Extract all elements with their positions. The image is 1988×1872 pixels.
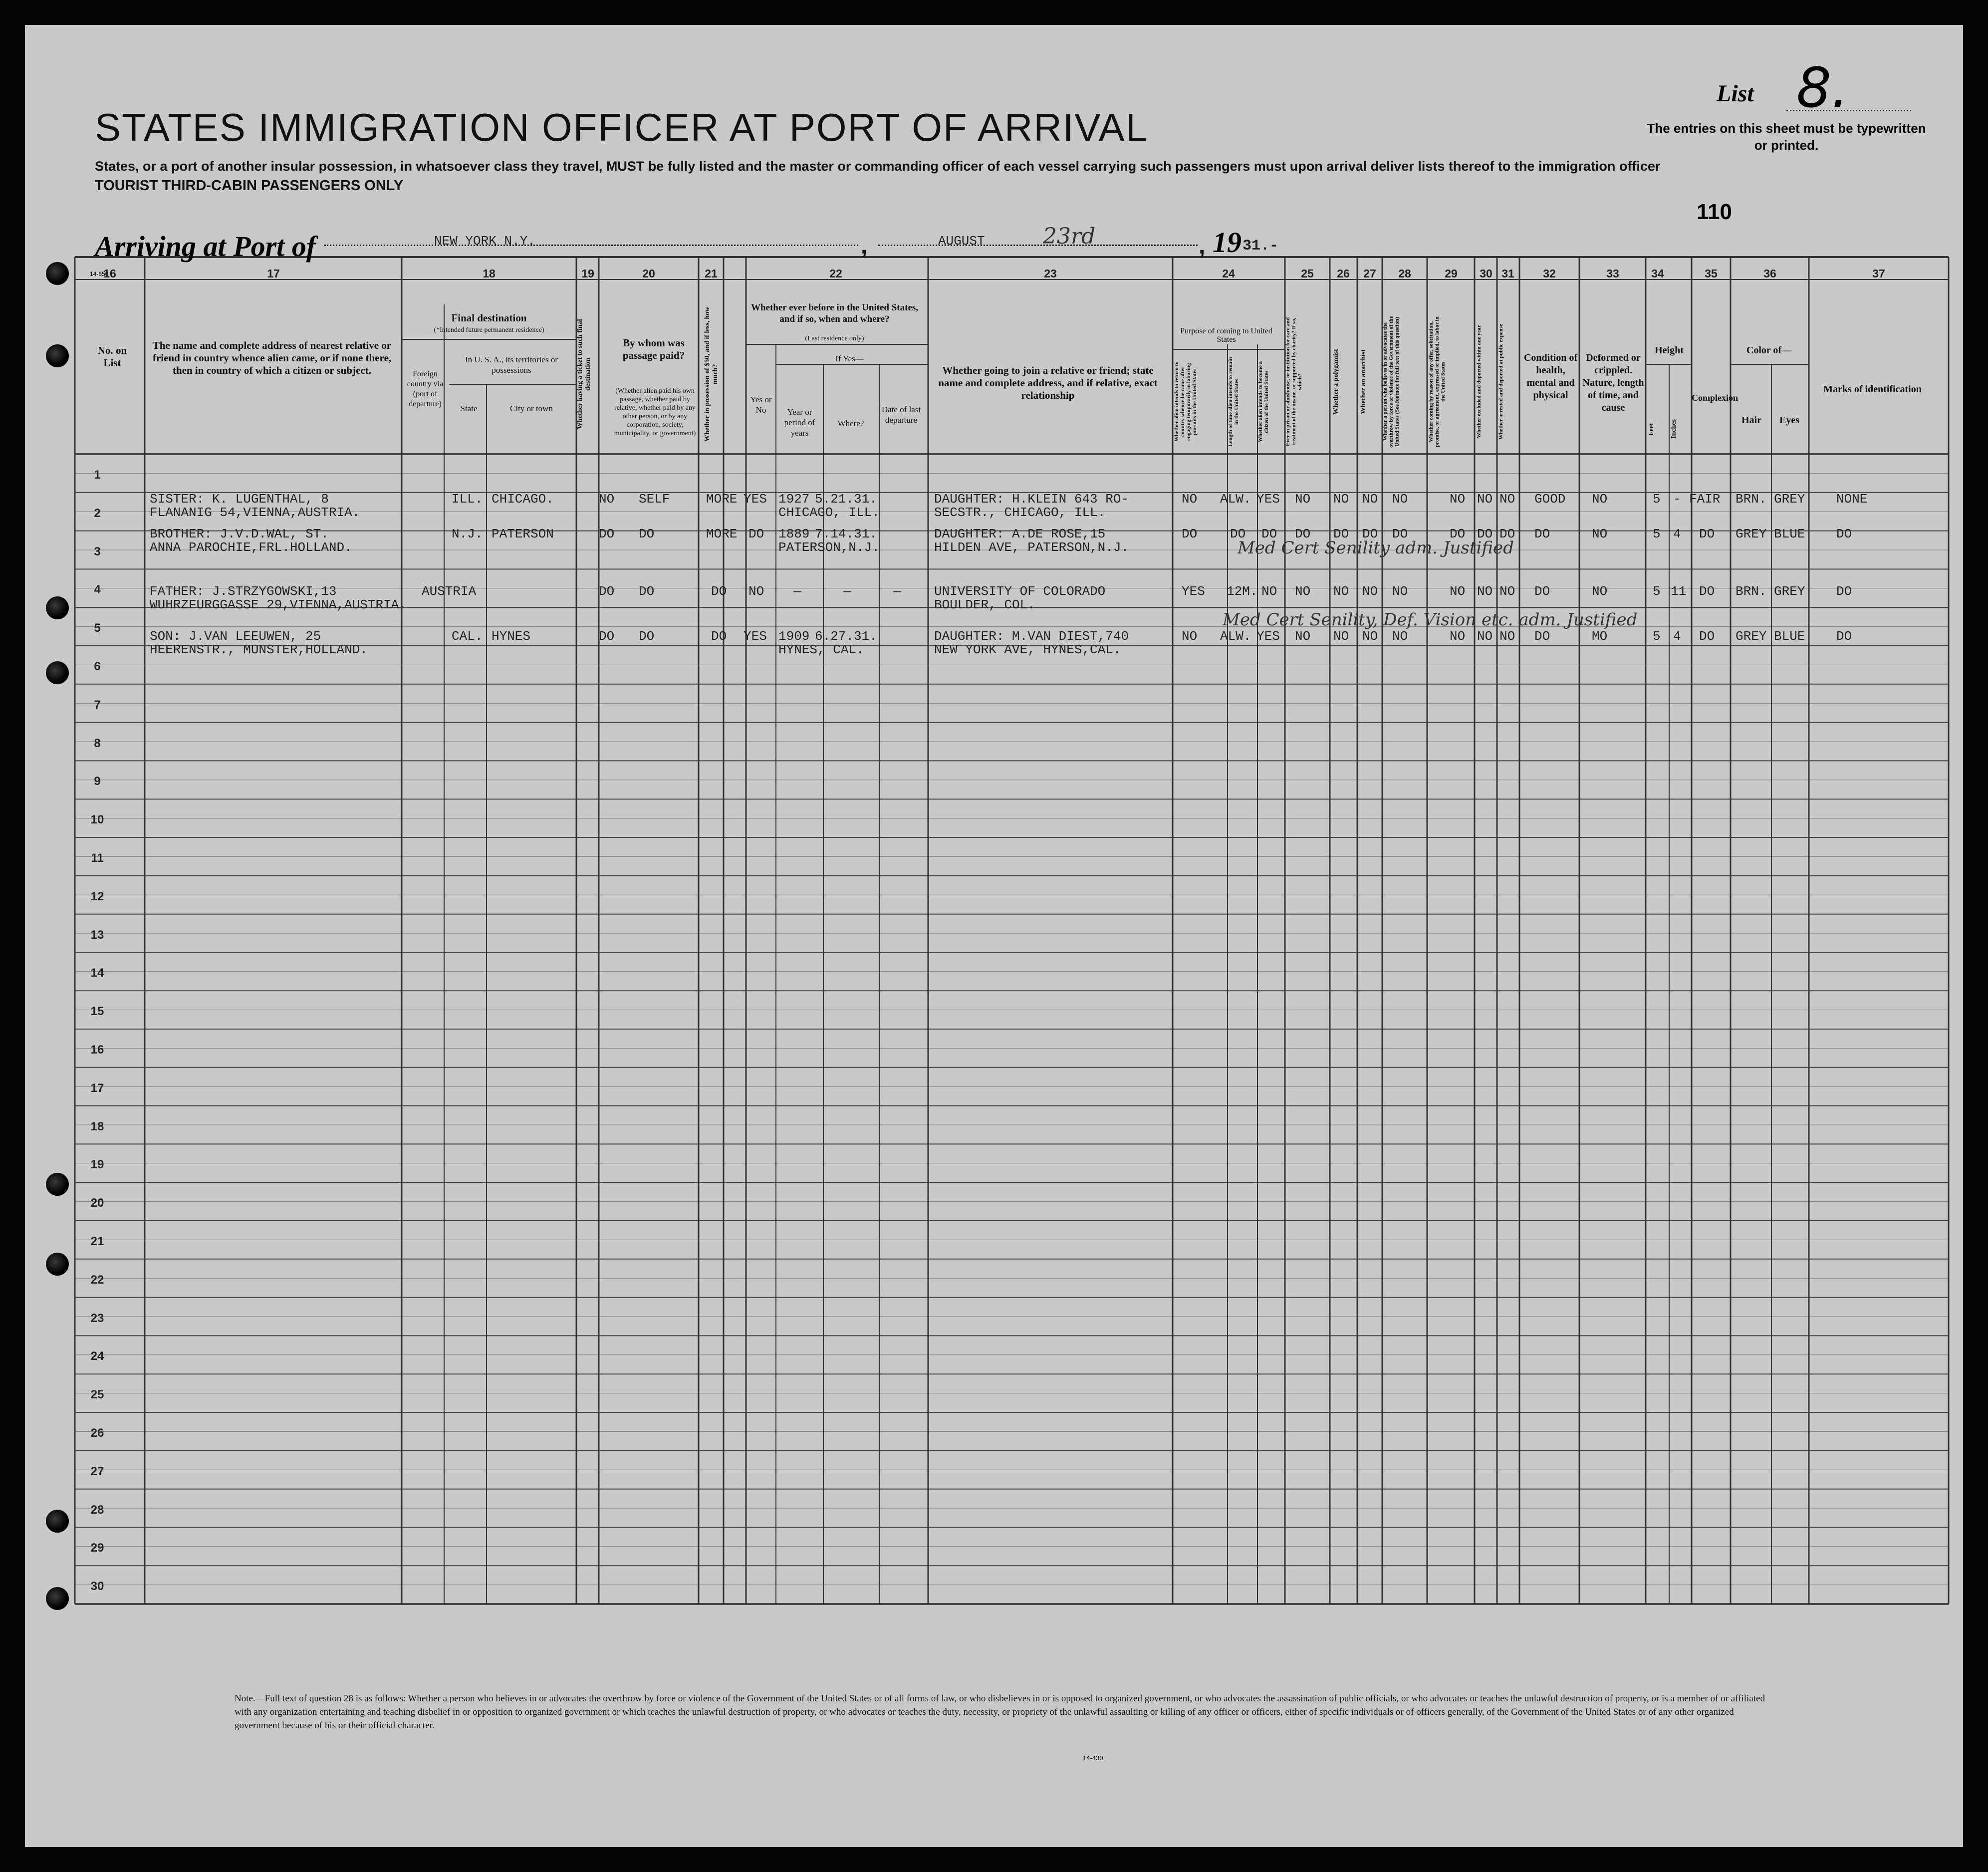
entry-3-deformed: NO: [1592, 584, 1608, 599]
header-marks: Marks of identification: [1823, 384, 1922, 395]
port-of-arrival: NEW YORK N.Y.: [434, 234, 535, 249]
row-number: 6: [94, 660, 101, 673]
entry-2-before: DO: [748, 527, 764, 541]
entry-4-year: 1909: [778, 629, 810, 644]
header-height: Height: [1655, 345, 1684, 356]
header-prison: Ever in prison or almshouse, or institution for care and treatment of the insane, or supported by charity? If so, which?: [1285, 317, 1303, 447]
header-feet: Feet: [1648, 423, 1655, 436]
row-number: 27: [90, 1464, 104, 1478]
row-number: 26: [90, 1426, 104, 1440]
column-number: 33: [1606, 267, 1619, 280]
row-number: 16: [90, 1043, 104, 1057]
entry-1-health: GOOD: [1534, 492, 1566, 507]
header-color-of: Color of—: [1746, 345, 1792, 356]
entry-3-year: —: [793, 584, 801, 599]
entry-4-q31: NO: [1499, 629, 1515, 644]
entry-4-q30: NO: [1477, 629, 1493, 644]
column-number: 20: [642, 267, 655, 280]
entry-3-hair: BRN.: [1736, 584, 1767, 599]
entry-1-state: ILL.: [452, 492, 483, 507]
entry-1-relative-line1: SISTER: K. LUGENTHAL, 8: [150, 492, 329, 507]
entry-1-prison: NO: [1295, 492, 1311, 507]
header-purpose: Purpose of coming to United States: [1180, 327, 1272, 344]
entry-3-join-line1: UNIVERSITY OF COLORADO: [934, 584, 1106, 599]
entry-1-q29: NO: [1450, 492, 1466, 507]
form-code: 14-430: [1083, 1754, 1103, 1762]
entry-3-complexion: DO: [1699, 584, 1715, 599]
year-suffix: 31.-: [1242, 238, 1279, 255]
column-number: 26: [1337, 267, 1350, 280]
row-number: 20: [90, 1196, 104, 1210]
entry-2-citizen: DO: [1261, 527, 1277, 541]
entry-2-q28: DO: [1392, 527, 1408, 541]
entry-3-q28: NO: [1392, 584, 1408, 599]
header-final-destination-sub: (*Intended future permanent residence): [434, 326, 544, 334]
entry-1-join-line1: DAUGHTER: H.KLEIN 643 RO-: [934, 492, 1129, 507]
entry-2-complexion: DO: [1699, 527, 1715, 541]
entry-4-citizen: YES: [1256, 629, 1280, 644]
row-number: 4: [94, 583, 101, 597]
entry-2-prison: DO: [1295, 527, 1311, 541]
entry-3-anarchist: NO: [1362, 584, 1378, 599]
passenger-class-label: TOURIST THIRD-CABIN PASSENGERS ONLY: [95, 178, 404, 194]
entry-3-citizen: NO: [1261, 584, 1277, 599]
header-arrested: Whether arrested and deported at public expense: [1498, 324, 1504, 440]
entry-3-join-line2: BOULDER, COL.: [934, 597, 1035, 612]
header-intends-return: Whether alien intends to return to country whence he came after engaging temporarily in laboring pursuits in the United States: [1174, 361, 1198, 442]
list-number: 8.: [1796, 56, 1849, 120]
entry-4-feet: 5: [1653, 629, 1661, 644]
entry-4-ticket: DO: [599, 629, 615, 644]
column-number: 24: [1222, 267, 1235, 280]
row-number: 24: [90, 1349, 104, 1363]
row-number: 23: [90, 1311, 104, 1325]
column-number: 27: [1363, 267, 1376, 280]
row-number: 1: [94, 468, 101, 482]
entry-3-q30: NO: [1477, 584, 1493, 599]
column-number: 30: [1480, 267, 1492, 280]
entry-1-where: CHICAGO, ILL.: [778, 505, 880, 520]
entry-1-hair: BRN.: [1736, 492, 1767, 507]
header-year: Year or period of years: [784, 407, 815, 438]
entry-1-marks: NONE: [1836, 492, 1868, 507]
header-if-yes: If Yes—: [835, 354, 864, 363]
entry-4-q29: NO: [1450, 629, 1466, 644]
entry-3-foreign-country: AUSTRIA: [422, 584, 477, 599]
column-number: 28: [1398, 267, 1411, 280]
column-number: 21: [705, 267, 718, 280]
header-final-destination: Final destination: [451, 312, 527, 324]
entry-3-inches: 11: [1671, 584, 1687, 599]
entry-1-join-line2: SECSTR., CHICAGO, ILL.: [934, 505, 1106, 520]
row-number: 15: [90, 1005, 104, 1019]
comma-1: ,: [861, 233, 868, 259]
header-deformed: Deformed or crippled. Nature, length of time, and cause: [1582, 352, 1644, 413]
entry-1-before: YES: [744, 492, 767, 507]
manifest-sheet: [25, 25, 1963, 1847]
header-passage-paid: By whom was passage paid?: [622, 337, 685, 361]
row-number: 17: [90, 1081, 104, 1095]
entry-2-anarchist: DO: [1362, 527, 1378, 541]
entry-1-eyes: GREY: [1774, 492, 1805, 507]
header-join-relative: Whether going to join a relative or friend; state name and complete address, and if relative, exact relationship: [938, 364, 1158, 401]
row-number: 7: [94, 698, 101, 712]
row-number: 12: [90, 889, 104, 903]
entry-1-money: MORE: [706, 492, 738, 507]
entry-2-polygamist: DO: [1333, 527, 1349, 541]
entry-2-relative-line1: BROTHER: J.V.D.WAL, ST.: [150, 527, 329, 541]
row-number: 9: [94, 775, 101, 789]
header-hair: Hair: [1741, 415, 1761, 426]
punch-hole: [46, 1587, 69, 1610]
row-number: 29: [90, 1541, 104, 1555]
entry-4-state: CAL.: [452, 629, 483, 644]
entry-4-polygamist: NO: [1333, 629, 1349, 644]
entry-1-citizen: YES: [1256, 492, 1280, 507]
entry-2-hair: GREY: [1736, 527, 1767, 541]
entry-2-feet: 5: [1653, 527, 1661, 541]
footnote-question-28: Note.—Full text of question 28 is as follows: Whether a person who believes in or advocates the overthrow by force or violence of the Government of the United States or of all forms of law, or who disbelieves in or is opposed to organized government, or who advocates the assassination of public officials, or who advocates or teaches the unlawful destruction of property, or is a member of or affiliated with any organization entertaining and teaching disbelief in or opposition to organized government or which teaches the unlawful destruction of property, or who advocates or teaches the duty, necessity, or propriety of the unlawful assaulting or killing of any officer or officers, either of specific individuals or of officers generally, of the Government of the United States or of any other organized government because of his or their official character.: [235, 1693, 1765, 1731]
typewritten-instruction: The entries on this sheet must be typewritten or printed.: [1647, 121, 1926, 153]
entry-4-marks: DO: [1836, 629, 1852, 644]
entry-4-health: DO: [1534, 629, 1550, 644]
row-number: 21: [90, 1235, 104, 1248]
row-number: 18: [90, 1119, 104, 1133]
entry-1-date: 5.21.31.: [815, 492, 877, 507]
entry-3-marks: DO: [1836, 584, 1852, 599]
entry-2-length: DO: [1230, 527, 1246, 541]
row-number: 14: [90, 966, 104, 980]
header-nearest-relative: The name and complete address of nearest relative or friend in country whence alien came, or if none there, then in country of which a citizen or subject.: [152, 339, 392, 376]
annotation-row-2: Med Cert Senility adm. Justified: [1238, 538, 1514, 558]
punch-hole: [46, 1253, 69, 1276]
entry-2-q29: DO: [1450, 527, 1466, 541]
entry-4-prison: NO: [1295, 629, 1311, 644]
entry-1-anarchist: NO: [1362, 492, 1378, 507]
header-question-28: Whether a person who believes in or advocates the overthrow by force or violence of the Government of the United States (See footnote for full text of this question): [1382, 316, 1400, 448]
entry-4-join-line2: NEW YORK AVE, HYNES,CAL.: [934, 642, 1121, 657]
entry-4-deformed: MO: [1592, 629, 1608, 644]
entry-2-health: DO: [1534, 527, 1550, 541]
entry-4-inches: 4: [1673, 629, 1681, 644]
header-polygamist: Whether a polygamist: [1332, 349, 1340, 415]
entry-2-date: 7.14.31.: [815, 527, 877, 541]
punch-hole: [46, 344, 69, 367]
column-number: 16: [103, 267, 116, 280]
entry-3-prison: NO: [1295, 584, 1311, 599]
entry-3-health: DO: [1534, 584, 1550, 599]
entry-2-marks: DO: [1836, 527, 1852, 541]
entry-3-date: —: [893, 584, 901, 599]
entry-4-where: HYNES, CAL.: [778, 642, 864, 657]
row-number: 3: [94, 544, 101, 558]
row-number: 13: [90, 928, 104, 942]
entry-3-relative-line2: WUHRZFURGGASSE 29,VIENNA,AUSTRIA.: [150, 597, 407, 612]
entry-1-return: NO: [1182, 492, 1198, 507]
header-instructions: States, or a port of another insular possession, in whatsoever class they travel, MUST be fully listed and the master or commanding officer of each vessel carrying such passengers must upon arrival deliver lists thereof to the immigration officer: [95, 159, 1661, 174]
entry-3-where: —: [843, 584, 851, 599]
header-length-of-time: Length of time alien intends to remain in the United States: [1228, 357, 1240, 447]
header-state: State: [460, 404, 478, 413]
punch-hole: [46, 262, 69, 285]
entry-4-date: 6.27.31.: [815, 629, 877, 644]
header-passage-paid-sub: (Whether alien paid his own passage, whether paid by relative, whether paid by any other person, or by any corporation, society, municipality, or government): [614, 387, 696, 437]
entry-2-deformed: NO: [1592, 527, 1608, 541]
header-ticket: Whether having a ticket to such final destination: [576, 319, 592, 430]
entry-4-money: DO: [711, 629, 727, 644]
entry-1-relative-line2: FLANANIG 54,VIENNA,AUSTRIA.: [150, 505, 360, 520]
entry-4-hair: GREY: [1736, 629, 1767, 644]
header-where: Where?: [837, 419, 864, 428]
entry-1-ticket: NO: [599, 492, 615, 507]
entry-2-join-line1: DAUGHTER: A.DE ROSE,15: [934, 527, 1106, 541]
entry-2-eyes: BLUE: [1774, 527, 1805, 541]
entry-1-complexion: FAIR: [1689, 492, 1721, 507]
entry-1-deformed: NO: [1592, 492, 1608, 507]
entry-2-q30: DO: [1477, 527, 1493, 541]
punch-hole: [46, 661, 69, 684]
entry-2-join-line2: HILDEN AVE, PATERSON,N.J.: [934, 540, 1129, 555]
row-number: 2: [94, 506, 101, 520]
entry-2-year: 1889: [778, 527, 810, 541]
column-number: 23: [1044, 267, 1057, 280]
header-foreign-country: Foreign country via (port of departure): [407, 370, 444, 408]
entry-1-inches: -: [1673, 492, 1681, 507]
header-anarchist: Whether an anarchist: [1360, 349, 1367, 415]
entry-2-return: DO: [1182, 527, 1198, 541]
entry-4-relative-line2: HEERENSTR., MUNSTER,HOLLAND.: [150, 642, 368, 657]
form-small-code: 14-650: [90, 270, 109, 277]
entry-4-anarchist: NO: [1362, 629, 1378, 644]
entry-3-paid: DO: [639, 584, 655, 599]
entry-4-paid: DO: [639, 629, 655, 644]
entry-1-feet: 5: [1653, 492, 1661, 507]
header-become-citizen: Whether alien intends to become a citizen of the United States: [1257, 361, 1269, 443]
entry-1-length: ALW.: [1220, 492, 1251, 507]
arriving-label: Arriving at Port of: [95, 230, 316, 263]
entry-3-money: DO: [711, 584, 727, 599]
port-underline: [324, 245, 858, 246]
entry-1-city: CHICAGO.: [492, 492, 554, 507]
header-ever-before: Whether ever before in the United States, and if so, when and where?: [750, 302, 919, 324]
sheet-number: 110: [1697, 200, 1732, 224]
entry-2-money: MORE: [706, 527, 738, 541]
header-city: City or town: [510, 404, 553, 413]
column-number: 31: [1501, 267, 1514, 280]
entry-2-relative-line2: ANNA PAROCHIE,FRL.HOLLAND.: [150, 540, 352, 555]
row-number: 5: [94, 621, 101, 635]
row-number: 10: [90, 813, 104, 827]
row-number: 25: [90, 1388, 104, 1402]
entry-4-join-line1: DAUGHTER: M.VAN DIEST,740: [934, 629, 1129, 644]
column-number: 37: [1872, 267, 1885, 280]
column-number: 36: [1763, 267, 1776, 280]
entry-1-q31: NO: [1499, 492, 1515, 507]
row-number: 11: [91, 851, 104, 865]
column-number: 17: [267, 267, 280, 280]
entry-2-state: N.J.: [452, 527, 483, 541]
arrival-month: AUGUST: [938, 234, 985, 249]
entry-2-city: PATERSON: [492, 527, 554, 541]
entry-2-q31: DO: [1499, 527, 1515, 541]
annotation-row-4: Med Cert Senility, Def. Vision etc. adm. Justified: [1223, 610, 1638, 630]
column-number: 19: [581, 267, 594, 280]
year-prefix: 19: [1213, 226, 1242, 259]
entry-2-where: PATERSON,N.J.: [778, 540, 880, 555]
entry-4-relative-line1: SON: J.VAN LEEUWEN, 25: [150, 629, 321, 644]
punch-hole: [46, 1510, 69, 1533]
entry-3-polygamist: NO: [1333, 584, 1349, 599]
row-number: 22: [90, 1273, 104, 1287]
header-ever-before-sub: (Last residence only): [805, 335, 864, 342]
entry-4-eyes: BLUE: [1774, 629, 1805, 644]
header-in-usa: In U. S. A., its territories or possessions: [465, 355, 558, 375]
list-underline: [1786, 110, 1911, 111]
entry-2-paid: DO: [639, 527, 655, 541]
entry-3-return: YES: [1182, 584, 1205, 599]
entry-1-year: 1927: [778, 492, 810, 507]
row-number: 19: [90, 1158, 104, 1172]
entry-2-ticket: DO: [599, 527, 615, 541]
column-number: 25: [1301, 267, 1314, 280]
header-complexion: Complexion: [1692, 393, 1739, 403]
header-date-departure: Date of last departure: [881, 405, 921, 425]
entry-4-length: ALW.: [1220, 629, 1251, 644]
column-number: 22: [829, 267, 842, 280]
entry-3-length: 12M.: [1227, 584, 1258, 599]
column-number: 32: [1543, 267, 1556, 280]
row-number: 30: [90, 1580, 104, 1594]
entry-4-before: YES: [744, 629, 767, 644]
comma-2: ,: [1199, 233, 1206, 259]
entry-2-inches: 4: [1673, 527, 1681, 541]
header-inches: Inches: [1670, 419, 1678, 439]
entry-4-complexion: DO: [1699, 629, 1715, 644]
entry-1-q30: NO: [1477, 492, 1493, 507]
header-yes-or-no: Yes or No: [750, 395, 772, 415]
punch-hole: [46, 1173, 69, 1196]
entry-3-ticket: DO: [599, 584, 615, 599]
entry-4-q28: NO: [1392, 629, 1408, 644]
entry-3-before: NO: [748, 584, 764, 599]
column-number: 29: [1445, 267, 1458, 280]
entry-3-feet: 5: [1653, 584, 1661, 599]
header-eyes: Eyes: [1779, 415, 1799, 426]
header-health: Condition of health, mental and physical: [1523, 352, 1578, 401]
column-number: 35: [1705, 267, 1718, 280]
list-label: List: [1717, 80, 1754, 107]
date-underline: [878, 245, 1198, 246]
entry-1-q28: NO: [1392, 492, 1408, 507]
entry-1-polygamist: NO: [1333, 492, 1349, 507]
entry-3-eyes: GREY: [1774, 584, 1805, 599]
header-excluded: Whether excluded and deported within one year: [1476, 325, 1482, 439]
header-money: Whether in possession of $50, and if less, how much?: [704, 306, 719, 442]
page-title: STATES IMMIGRATION OFFICER AT PORT OF ARRIVAL: [95, 105, 1149, 149]
row-number: 28: [90, 1503, 104, 1517]
entry-3-q29: NO: [1450, 584, 1466, 599]
row-number: 8: [94, 736, 101, 750]
header-no-on-list: No. on List: [97, 344, 127, 369]
arrival-day: 23rd: [1043, 224, 1096, 249]
entry-3-q31: NO: [1499, 584, 1515, 599]
column-number: 34: [1651, 267, 1664, 280]
header-question-29: Whether coming by reason of any offer, solicitation, promise, or agreement, expressed or implied, to labor in the United States: [1428, 316, 1446, 447]
table-grid: [25, 25, 1963, 1847]
entry-3-relative-line1: FATHER: J.STRZYGOWSKI,13: [150, 584, 337, 599]
entry-4-return: NO: [1182, 629, 1198, 644]
column-number: 18: [483, 267, 496, 280]
entry-4-city: HYNES: [492, 629, 531, 644]
entry-1-paid: SELF: [639, 492, 670, 507]
punch-hole: [46, 596, 69, 619]
